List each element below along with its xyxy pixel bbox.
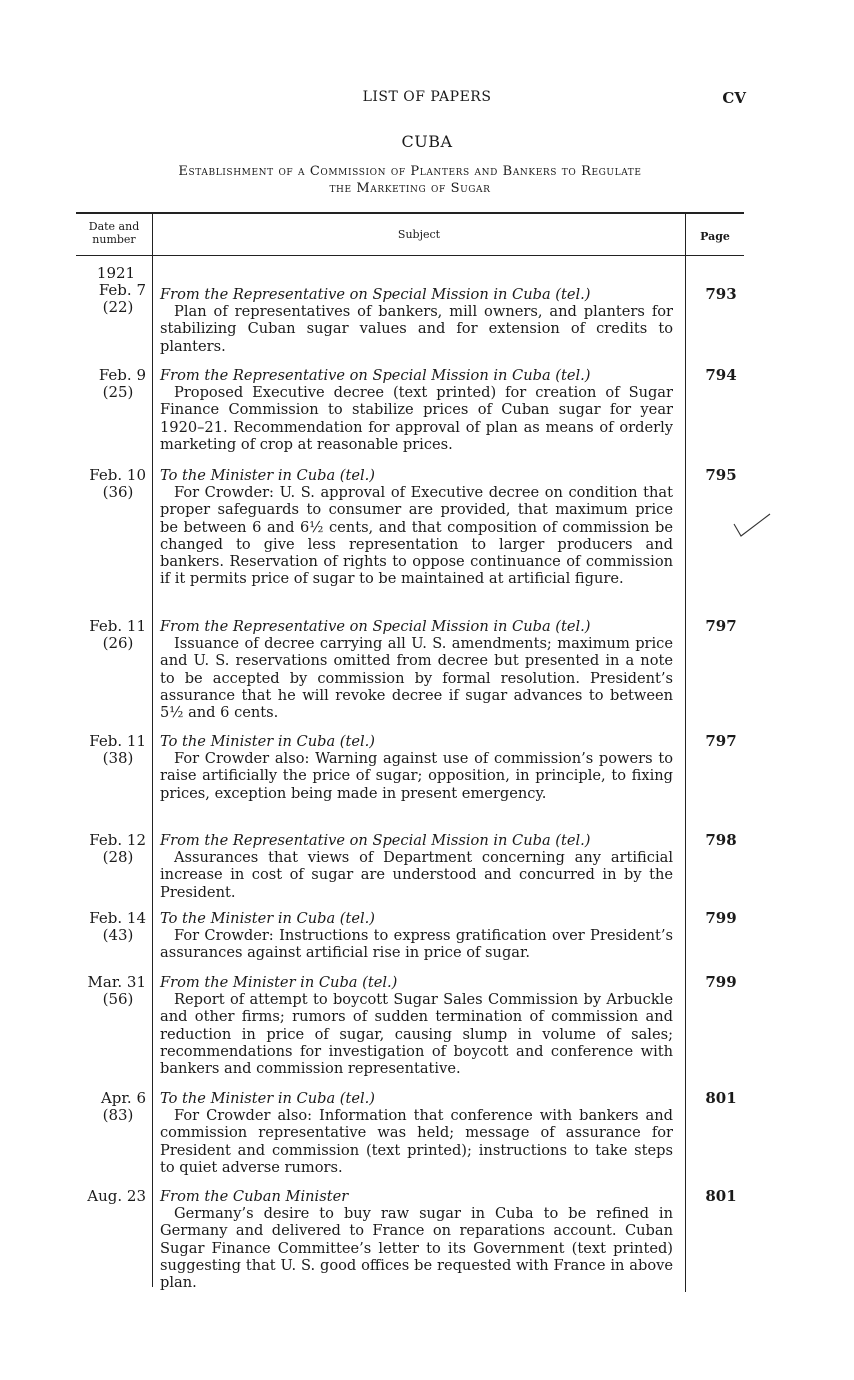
entry-from: To the Minister in Cuba (tel.)	[160, 910, 375, 927]
subject-cell	[160, 1188, 673, 1291]
subject-cell	[160, 733, 673, 802]
entry-number: (43)	[102, 926, 134, 944]
entry-summary: Assurances that views of Department concerning any artificial increase in cost of sugar are understood and concurred in by the President.	[160, 849, 673, 901]
date-cell	[76, 467, 146, 501]
subject-cell	[160, 367, 673, 453]
entry-date: Aug. 23	[87, 1187, 146, 1205]
entry-summary: For Crowder: U. S. approval of Executive decree on condition that proper safeguards to consumer are provided, that maximum price be between 6 and 6½ cents, and that composition of commission be changed to give less representation to larger producers and bankers. Reservation of rights to oppose continuance of commission if it permits price of sugar to be maintained at artificial figure.	[160, 484, 673, 588]
page-reference: 798	[705, 831, 737, 849]
entry-summary: For Crowder: Instructions to express gratification over President’s assurances against artificial rise in price of sugar.	[160, 927, 673, 962]
entry-summary: For Crowder also: Information that conference with bankers and commission representative was held; message of assurance for President and commission (text printed); instructions to take steps to quiet adverse rumors.	[160, 1107, 673, 1176]
date-cell	[76, 265, 146, 316]
entry-date: Feb. 9	[98, 366, 146, 384]
column-divider-left	[152, 214, 153, 1287]
entry-summary: Report of attempt to boycott Sugar Sales Commission by Arbuckle and other firms; rumors of sudden termination of commission and reduction in price of sugar, causing slump in volume of sales; recommendations for investigation of boycott and conference with bankers and commission representative.	[160, 991, 673, 1078]
date-cell	[76, 832, 146, 866]
subject-cell	[160, 1090, 673, 1176]
date-cell	[76, 910, 146, 944]
page-reference: 793	[705, 285, 737, 303]
entry-summary: Issuance of decree carrying all U. S. amendments; maximum price and U. S. reservations omitted from decree but presented in a note to be accepted by commission by formal resolution. President’s assurance that he will revoke decree if sugar advances to between 5½ and 6 cents.	[160, 635, 673, 722]
entry-number: (56)	[102, 990, 134, 1008]
date-cell	[76, 367, 146, 401]
subject-cell	[160, 618, 673, 721]
handwritten-check-mark-icon	[732, 512, 772, 540]
entry-number: (22)	[102, 298, 134, 316]
entry-date: Feb. 7	[98, 281, 146, 299]
page-reference: 797	[705, 617, 737, 635]
page-reference: 799	[705, 973, 737, 991]
date-cell	[76, 1188, 146, 1205]
entry-number: (25)	[102, 383, 134, 401]
section-title	[74, 163, 746, 197]
entry-number: (38)	[102, 749, 134, 767]
entry-from: From the Minister in Cuba (tel.)	[160, 974, 398, 991]
country-heading: CUBA	[401, 132, 453, 151]
page-reference: 794	[705, 366, 737, 384]
year-label: 1921	[96, 264, 136, 282]
entry-number: (28)	[102, 848, 134, 866]
date-cell	[76, 618, 146, 652]
entry-summary: For Crowder also: Warning against use of commission’s powers to raise artificially the price of sugar; opposition, in principle, to fixing prices, exception being made in present emergency.	[160, 750, 673, 802]
table-header-rule	[76, 255, 744, 256]
entry-date: Apr. 6	[100, 1089, 146, 1107]
entry-date: Feb. 11	[89, 617, 146, 635]
entry-number: (36)	[102, 483, 134, 501]
entry-from: To the Minister in Cuba (tel.)	[160, 467, 375, 484]
entry-summary: Germany’s desire to buy raw sugar in Cuba to be refined in Germany and delivered to France on reparations account. Cuban Sugar Finance Committee’s letter to its Government (text printed) suggesting that U. S. good offices be requested with France in above plan.	[160, 1205, 673, 1292]
entry-number: (26)	[102, 634, 134, 652]
entry-date: Feb. 14	[89, 909, 146, 927]
entry-date: Feb. 11	[89, 732, 146, 750]
column-divider-right	[685, 214, 686, 1292]
entry-from: From the Representative on Special Mission in Cuba (tel.)	[160, 832, 591, 849]
section-title-line-1: Establishment of a Commission of Planters and Bankers to Regulate	[178, 164, 642, 179]
column-header-page: Page	[700, 230, 730, 243]
page-reference: 799	[705, 909, 737, 927]
running-head	[0, 89, 854, 111]
page-reference: 797	[705, 732, 737, 750]
entry-from: From the Representative on Special Mission in Cuba (tel.)	[160, 367, 591, 384]
subject-cell	[160, 974, 673, 1077]
running-title: LIST OF PAPERS	[362, 89, 492, 105]
page-reference: 801	[705, 1089, 737, 1107]
page-reference: 801	[705, 1187, 737, 1205]
date-cell	[76, 974, 146, 1008]
column-header-date: Date and number	[88, 220, 140, 246]
subject-cell	[160, 286, 673, 355]
subject-cell	[160, 467, 673, 587]
table-top-rule	[76, 212, 744, 214]
column-header-subject: Subject	[397, 228, 441, 241]
entry-from: From the Representative on Special Mission in Cuba (tel.)	[160, 286, 591, 303]
entry-number: (83)	[102, 1106, 134, 1124]
entry-summary: Plan of representatives of bankers, mill owners, and planters for stabilizing Cuban sugar values and for extension of credits to planters.	[160, 303, 673, 355]
entry-date: Feb. 10	[89, 466, 146, 484]
entry-summary: Proposed Executive decree (text printed) for creation of Sugar Finance Commission to stabilize prices of Cuban sugar for year 1920–21. Recommendation for approval of plan as means of orderly marketing of crop at reasonable prices.	[160, 384, 673, 453]
page-folio: CV	[722, 89, 746, 107]
entry-date: Feb. 12	[89, 831, 146, 849]
subject-cell	[160, 910, 673, 962]
date-cell	[76, 1090, 146, 1124]
page-reference: 795	[705, 466, 737, 484]
date-cell	[76, 733, 146, 767]
subject-cell	[160, 832, 673, 901]
entry-date: Mar. 31	[87, 973, 146, 991]
entry-from: From the Representative on Special Mission in Cuba (tel.)	[160, 618, 591, 635]
entry-from: To the Minister in Cuba (tel.)	[160, 733, 375, 750]
section-title-line-2: the Marketing of Sugar	[329, 181, 491, 196]
entry-from: To the Minister in Cuba (tel.)	[160, 1090, 375, 1107]
entry-from: From the Cuban Minister	[160, 1188, 349, 1205]
